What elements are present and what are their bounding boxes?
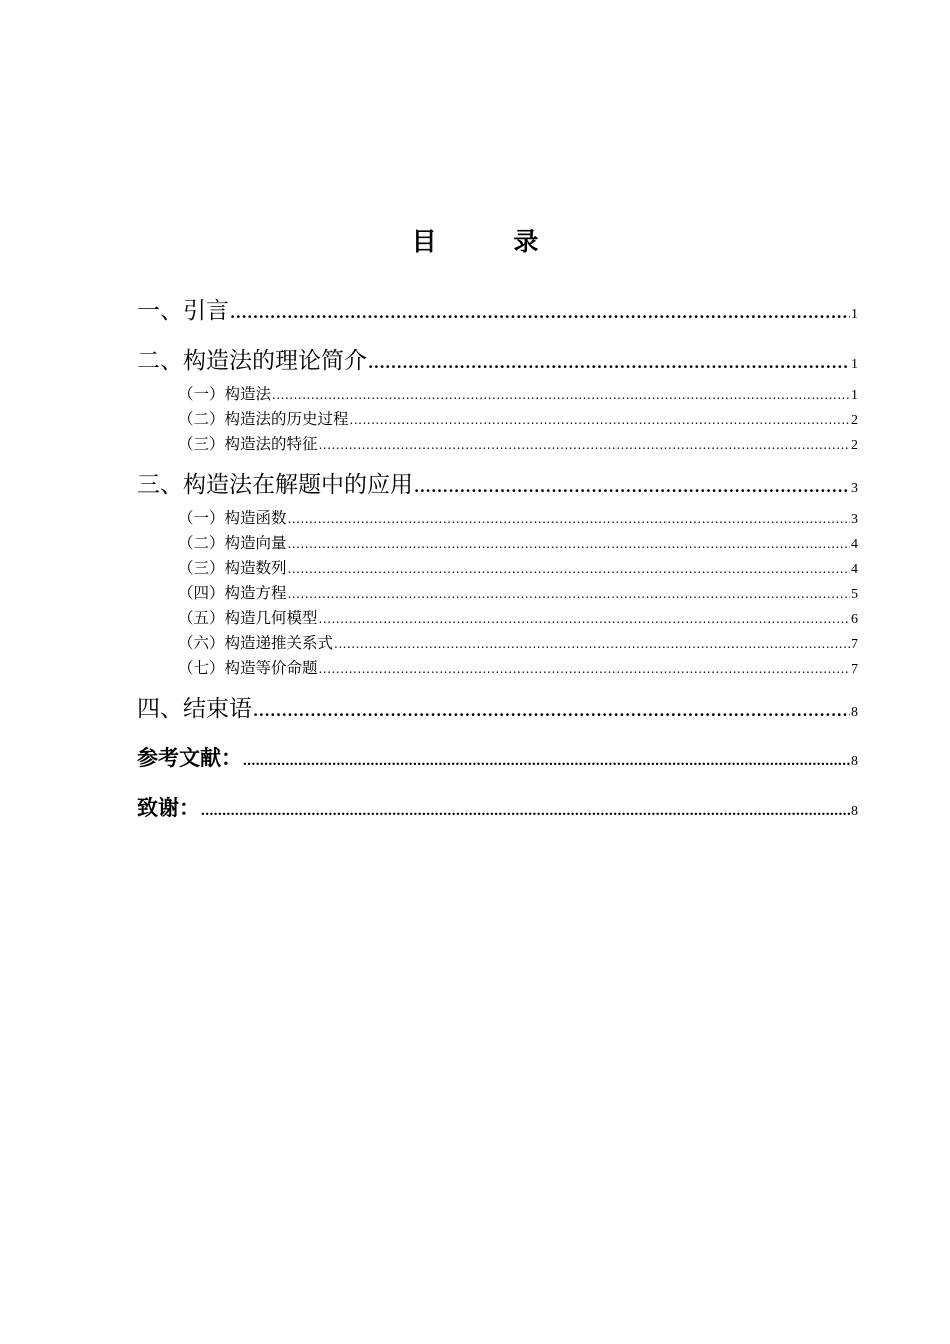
toc-leader	[334, 637, 850, 651]
toc-page-number: 2	[851, 413, 858, 428]
toc-entry-label: （三）构造数列	[178, 559, 287, 577]
toc-entry-label: （五）构造几何模型	[178, 609, 318, 627]
toc-page-number: 6	[851, 612, 858, 627]
toc-entry[interactable]	[137, 792, 858, 822]
toc-leader	[230, 304, 850, 322]
toc-page-number: 7	[851, 662, 858, 677]
toc-page-number: 8	[851, 804, 858, 819]
toc-entry[interactable]	[178, 432, 858, 454]
toc-entry[interactable]	[178, 656, 858, 678]
toc-entry[interactable]	[178, 407, 858, 429]
toc-page-number: 8	[851, 705, 858, 720]
toc-leader	[288, 587, 850, 601]
toc-entry-label: （七）构造等价命题	[178, 659, 318, 677]
toc-entry-label: （四）构造方程	[178, 584, 287, 602]
toc-entry-label: 二、构造法的理论简介	[137, 348, 367, 374]
toc-leader	[350, 413, 850, 427]
toc-page-number: 4	[851, 562, 858, 577]
toc-page-number: 7	[851, 637, 858, 652]
toc-leader	[288, 512, 850, 526]
toc-entry[interactable]	[137, 742, 858, 772]
toc-entry[interactable]	[178, 606, 858, 628]
toc-leader	[288, 562, 850, 576]
toc-entry[interactable]	[178, 382, 858, 404]
toc-page-number: 2	[851, 438, 858, 453]
toc-entry-label: （六）构造递推关系式	[178, 634, 334, 652]
toc-leader	[288, 537, 850, 551]
toc-entry-label: （一）构造函数	[178, 509, 287, 527]
toc-entry[interactable]	[137, 466, 858, 499]
toc-page-number: 4	[851, 537, 858, 552]
toc-page-number: 5	[851, 587, 858, 602]
toc-entry-label: （二）构造向量	[178, 534, 287, 552]
toc-entry-label: 致谢：	[137, 796, 200, 820]
toc-leader	[319, 612, 850, 626]
toc-leader	[368, 354, 850, 372]
toc-entry[interactable]	[137, 292, 858, 325]
toc-leader	[201, 803, 850, 820]
toc-page-number: 1	[851, 307, 858, 322]
toc-entry[interactable]	[137, 690, 858, 723]
toc-leader	[243, 753, 850, 770]
toc-entry-label: 四、结束语	[137, 696, 252, 722]
toc-title: 目 录	[411, 227, 573, 256]
toc-entry-label: 参考文献：	[137, 746, 242, 770]
toc-page-number: 8	[851, 754, 858, 769]
toc-entry[interactable]	[178, 556, 858, 578]
toc-leader	[319, 662, 850, 676]
toc-entry[interactable]	[178, 531, 858, 553]
toc-page-number: 1	[851, 388, 858, 403]
toc-entry[interactable]	[178, 581, 858, 603]
toc-page-number: 1	[851, 357, 858, 372]
toc-entry[interactable]	[137, 342, 858, 375]
toc-leader	[319, 438, 850, 452]
toc-entry-label: 一、引言	[137, 298, 229, 324]
toc-entry-label: 三、构造法在解题中的应用	[137, 472, 413, 498]
toc-leader	[253, 702, 850, 720]
toc-entry-label: （三）构造法的特征	[178, 435, 318, 453]
toc-entry-label: （二）构造法的历史过程	[178, 410, 349, 428]
toc-entry[interactable]	[178, 631, 858, 653]
toc-page-number: 3	[851, 512, 858, 527]
toc-entry[interactable]	[178, 506, 858, 528]
toc-entry-label: （一）构造法	[178, 385, 272, 403]
toc-page-number: 3	[851, 481, 858, 496]
toc-leader	[272, 388, 850, 402]
toc-leader	[414, 478, 850, 496]
